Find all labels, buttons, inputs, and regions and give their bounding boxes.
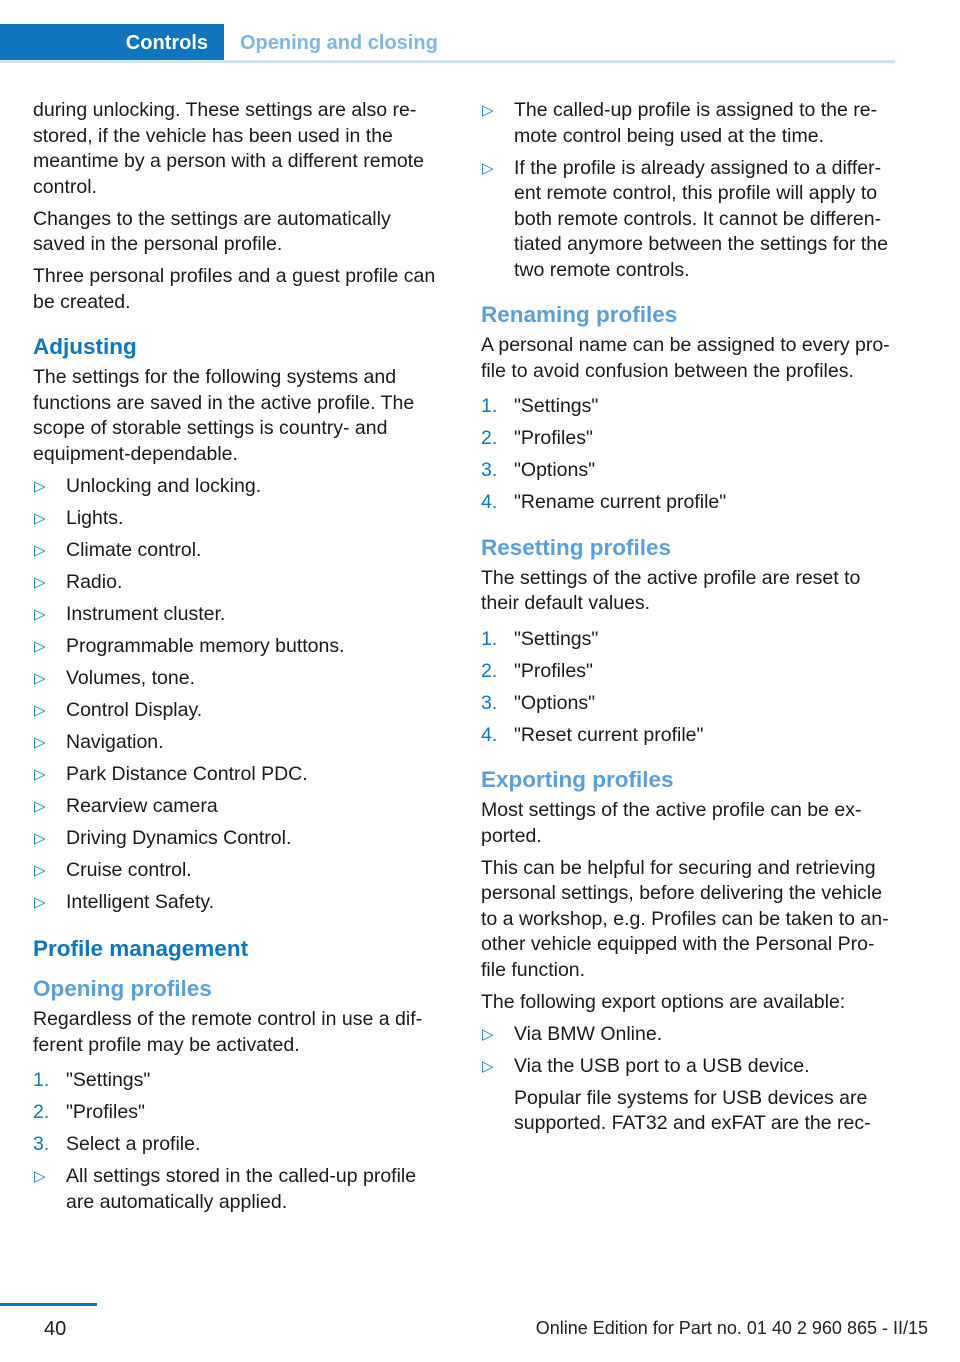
- triangle-bullet-icon: ▷: [34, 636, 46, 655]
- list-item: 2. "Profiles": [33, 1101, 145, 1123]
- header-divider: [0, 60, 895, 63]
- list-item: ▷ Programmable memory buttons.: [33, 634, 445, 660]
- footer-divider: [0, 1303, 97, 1306]
- list-item: 3. "Options": [481, 459, 596, 481]
- heading-adjusting: Adjusting: [33, 334, 137, 359]
- triangle-bullet-icon: ▷: [34, 476, 46, 495]
- left-column: [33, 98, 445, 1222]
- list-item: ▷ Intelligent Safety.: [33, 890, 445, 916]
- usb-note: Popular file systems for USB devices are supported. FAT32 and exFAT are the rec-: [514, 1086, 871, 1134]
- list-item: ▷ If the profile is already assigned to a differ-ent remote control, this profile will apply to both remote controls. It cannot be differen-tiated anymore between the settings for the two remote controls.: [482, 156, 888, 281]
- triangle-bullet-icon: ▷: [34, 764, 46, 783]
- triangle-bullet-icon: ▷: [34, 604, 46, 623]
- exporting-text-1: Most settings of the active profile can be ex-ported.: [481, 799, 862, 847]
- edition-note: Online Edition for Part no. 01 40 2 960 865 - II/15: [535, 1318, 928, 1338]
- heading-opening-profiles: Opening profiles: [33, 976, 212, 1001]
- intro-paragraph-3: Three personal profiles and a guest profile can be created.: [33, 265, 436, 313]
- triangle-bullet-icon: ▷: [482, 158, 494, 177]
- list-item: ▷ Radio.: [33, 570, 445, 596]
- triangle-bullet-icon: ▷: [34, 860, 46, 879]
- heading-renaming-profiles: Renaming profiles: [481, 302, 678, 327]
- list-item: ▷ All settings stored in the called-up profile are automatically applied.: [34, 1165, 417, 1213]
- page-header: [0, 0, 960, 64]
- list-item: 1. "Settings": [481, 395, 599, 417]
- triangle-bullet-icon: ▷: [34, 540, 46, 559]
- heading-exporting-profiles: Exporting profiles: [481, 767, 674, 792]
- list-item: 3. "Options": [481, 691, 596, 714]
- list-item: ▷ Cruise control.: [33, 858, 445, 884]
- list-item: ▷ The called-up profile is assigned to the re-mote control being used at the time.: [482, 99, 878, 147]
- list-item: ▷ Lights.: [33, 506, 445, 532]
- exporting-text-3: The following export options are available:: [481, 990, 846, 1013]
- assignment-bullets: [481, 98, 893, 283]
- list-item: ▷ Park Distance Control PDC.: [33, 762, 445, 788]
- exporting-text-2: This can be helpful for securing and retrieving personal settings, before delivering the vehicle to a workshop, e.g. Profiles can be taken to an-other vehicle equipped with the Personal Pro-file function.: [481, 856, 889, 981]
- list-item: ▷ Instrument cluster.: [33, 602, 445, 628]
- resetting-steps: [481, 627, 893, 749]
- section-tab-controls: Controls: [0, 24, 224, 62]
- triangle-bullet-icon: ▷: [482, 101, 494, 119]
- list-item: ▷ Navigation.: [33, 730, 445, 756]
- list-item: 4. "Rename current profile": [481, 491, 727, 513]
- section-tab-opening-closing: Opening and closing: [240, 31, 438, 54]
- intro-paragraph-2: Changes to the settings are automatically saved in the personal profile.: [33, 207, 391, 255]
- list-item: ▷ Volumes, tone.: [33, 666, 445, 692]
- triangle-bullet-icon: ▷: [482, 1024, 494, 1043]
- triangle-bullet-icon: ▷: [34, 732, 46, 751]
- right-column: [481, 98, 893, 1143]
- export-options-list: [481, 1022, 893, 1080]
- list-item: 2. "Profiles": [481, 427, 593, 449]
- adjusting-list: [33, 474, 445, 916]
- opening-bullets: [33, 1164, 445, 1215]
- list-item: ▷ Driving Dynamics Control.: [33, 826, 445, 852]
- resetting-text: The settings of the active profile are reset to their default values.: [481, 566, 861, 614]
- list-item: 1. "Settings": [481, 627, 599, 650]
- heading-profile-management: Profile management: [33, 936, 249, 961]
- list-item: 4. "Reset current profile": [481, 723, 704, 746]
- triangle-bullet-icon: ▷: [34, 892, 46, 911]
- opening-steps: [33, 1068, 445, 1158]
- list-item: ▷ Rearview camera: [33, 794, 445, 820]
- triangle-bullet-icon: ▷: [34, 828, 46, 847]
- list-item: 2. "Profiles": [481, 659, 593, 682]
- list-item: 3. Select a profile.: [33, 1133, 201, 1155]
- triangle-bullet-icon: ▷: [34, 1167, 46, 1185]
- triangle-bullet-icon: ▷: [34, 572, 46, 591]
- opening-text: Regardless of the remote control in use a dif-ferent profile may be activated.: [33, 1008, 423, 1056]
- triangle-bullet-icon: ▷: [34, 668, 46, 687]
- list-item: ▷ Via the USB port to a USB device.: [481, 1054, 893, 1080]
- triangle-bullet-icon: ▷: [34, 508, 46, 527]
- intro-paragraph-1: during unlocking. These settings are also re-stored, if the vehicle has been used in the meantime by a person with a different remote control.: [33, 99, 424, 198]
- renaming-steps: [481, 394, 893, 516]
- list-item: ▷ Via BMW Online.: [481, 1022, 893, 1048]
- triangle-bullet-icon: ▷: [34, 700, 46, 719]
- renaming-text: A personal name can be assigned to every pro-file to avoid confusion between the profiles.: [481, 334, 890, 382]
- heading-resetting-profiles: Resetting profiles: [481, 534, 672, 560]
- adjusting-text: The settings for the following systems and functions are saved in the active profile. The scope of storable settings is country- and equipment-dependable.: [33, 366, 415, 465]
- list-item: ▷ Unlocking and locking.: [33, 474, 445, 500]
- triangle-bullet-icon: ▷: [482, 1056, 494, 1075]
- list-item: ▷ Control Display.: [33, 698, 445, 724]
- list-item: 1. "Settings": [33, 1069, 151, 1091]
- triangle-bullet-icon: ▷: [34, 796, 46, 815]
- page-number: 40: [44, 1318, 67, 1340]
- list-item: ▷ Climate control.: [33, 538, 445, 564]
